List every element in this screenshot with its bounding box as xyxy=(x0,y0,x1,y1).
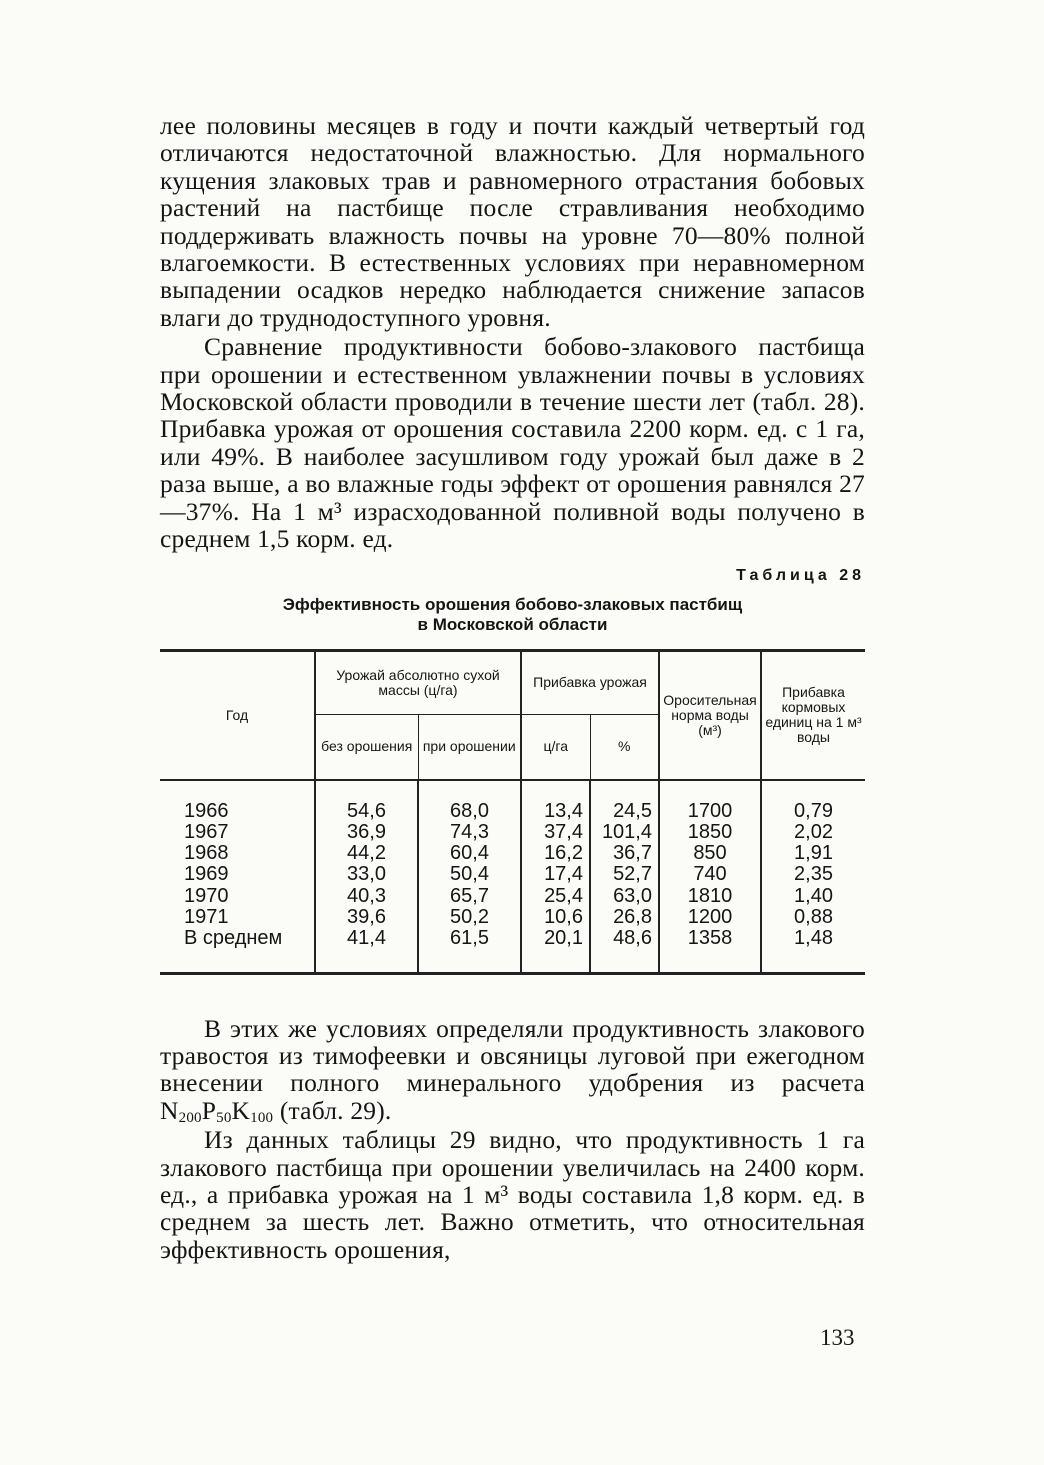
paragraph-4: Из данных таблицы 29 видно, что продуктивность 1 га злакового пастбища при орошении увеличилась на 2400 корм. ед., а прибавка урожая на 1 м³ воды составила 1,8 корм. ед. в среднем за шесть лет. Важно отметить, что относительная эффективность орошения, xyxy=(160,1125,865,1264)
header-yield-group: Урожай абсолютно сухой массы (ц/га) xyxy=(315,650,521,714)
header-cga: ц/га xyxy=(521,714,590,780)
header-increase-group: Прибавка урожая xyxy=(521,650,659,714)
col-feed-units: 0,79 2,02 1,91 2,35 1,40 0,88 1,48 xyxy=(761,780,865,974)
n-subscript: 200 xyxy=(178,1109,202,1126)
col-with-irrigation: 68,0 74,3 60,4 50,4 65,7 50,2 61,5 xyxy=(418,780,521,974)
p-subscript: 50 xyxy=(216,1109,232,1126)
k-letter: K xyxy=(231,1095,251,1125)
table-title-line-1: Эффективность орошения бобово-злаковых пастбищ xyxy=(282,594,743,614)
header-with-irrigation: при орошении xyxy=(418,714,521,780)
header-year: Год xyxy=(160,650,315,780)
page-content xyxy=(160,112,865,1263)
table-title xyxy=(160,595,865,635)
table-title-line-2: в Московской области xyxy=(417,614,608,634)
data-table xyxy=(160,649,865,975)
header-pct: % xyxy=(590,714,659,780)
paragraph-3-tail: (табл. 29). xyxy=(273,1095,392,1125)
paragraph-1: лее половины месяцев в году и почти каждый четвертый год отличаются недостаточной влажностью. Для нормального кущения злаковых трав и равномерного отрастания бобовых растений на пастбище после стравливания необходимо поддерживать влажность почвы на уровне 70—80% полной влагоемкости. В естественных условиях при неравномерном выпадении осадков нередко наблюдается снижение запасов влаги до труднодоступного уровня. xyxy=(160,111,865,332)
col-year: 1966 1967 1968 1969 1970 1971 В среднем xyxy=(160,780,315,974)
page-number: 133 xyxy=(820,1325,855,1350)
header-irrigation-norm: Оросительная норма воды (м³) xyxy=(659,650,761,780)
col-irrigation-norm: 1700 1850 850 740 1810 1200 1358 xyxy=(659,780,761,974)
col-cga: 13,4 37,4 16,2 17,4 25,4 10,6 20,1 xyxy=(521,780,590,974)
paragraph-3 xyxy=(160,1015,865,1125)
paragraph-3-text: В этих же условиях определяли продуктивность злакового травостоя из тимофеевки и овсяницы луговой при ежегодном внесении полного минерального удобрения из расчета N xyxy=(160,1013,865,1125)
table-header xyxy=(160,650,865,780)
k-subscript: 100 xyxy=(250,1109,274,1126)
header-feed-units: Прибавка кормовых единиц на 1 м³ воды xyxy=(761,650,865,780)
col-pct: 24,5 101,4 36,7 52,7 63,0 26,8 48,6 xyxy=(590,780,659,974)
paragraph-2: Сравнение продуктивности бобово-злакового пастбища при орошении и естественном увлажнении почвы в условиях Московской области проводили в течение шести лет (табл. 28). Прибавка урожая от орошения составила 2200 корм. ед. с 1 га, или 49%. В наиболее засушливом году урожай был даже в 2 раза выше, а во влажные годы эффект от орошения равнялся 27—37%. На 1 м³ израсходованной поливной воды получено в среднем 1,5 корм. ед. xyxy=(160,332,865,554)
table-body xyxy=(160,780,865,974)
table-label: Таблица 28 xyxy=(736,566,865,584)
table-row xyxy=(160,780,865,974)
p-letter: P xyxy=(201,1095,217,1125)
header-no-irrigation: без орошения xyxy=(315,714,418,780)
col-no-irrigation: 54,6 36,9 44,2 33,0 40,3 39,6 41,4 xyxy=(315,780,418,974)
